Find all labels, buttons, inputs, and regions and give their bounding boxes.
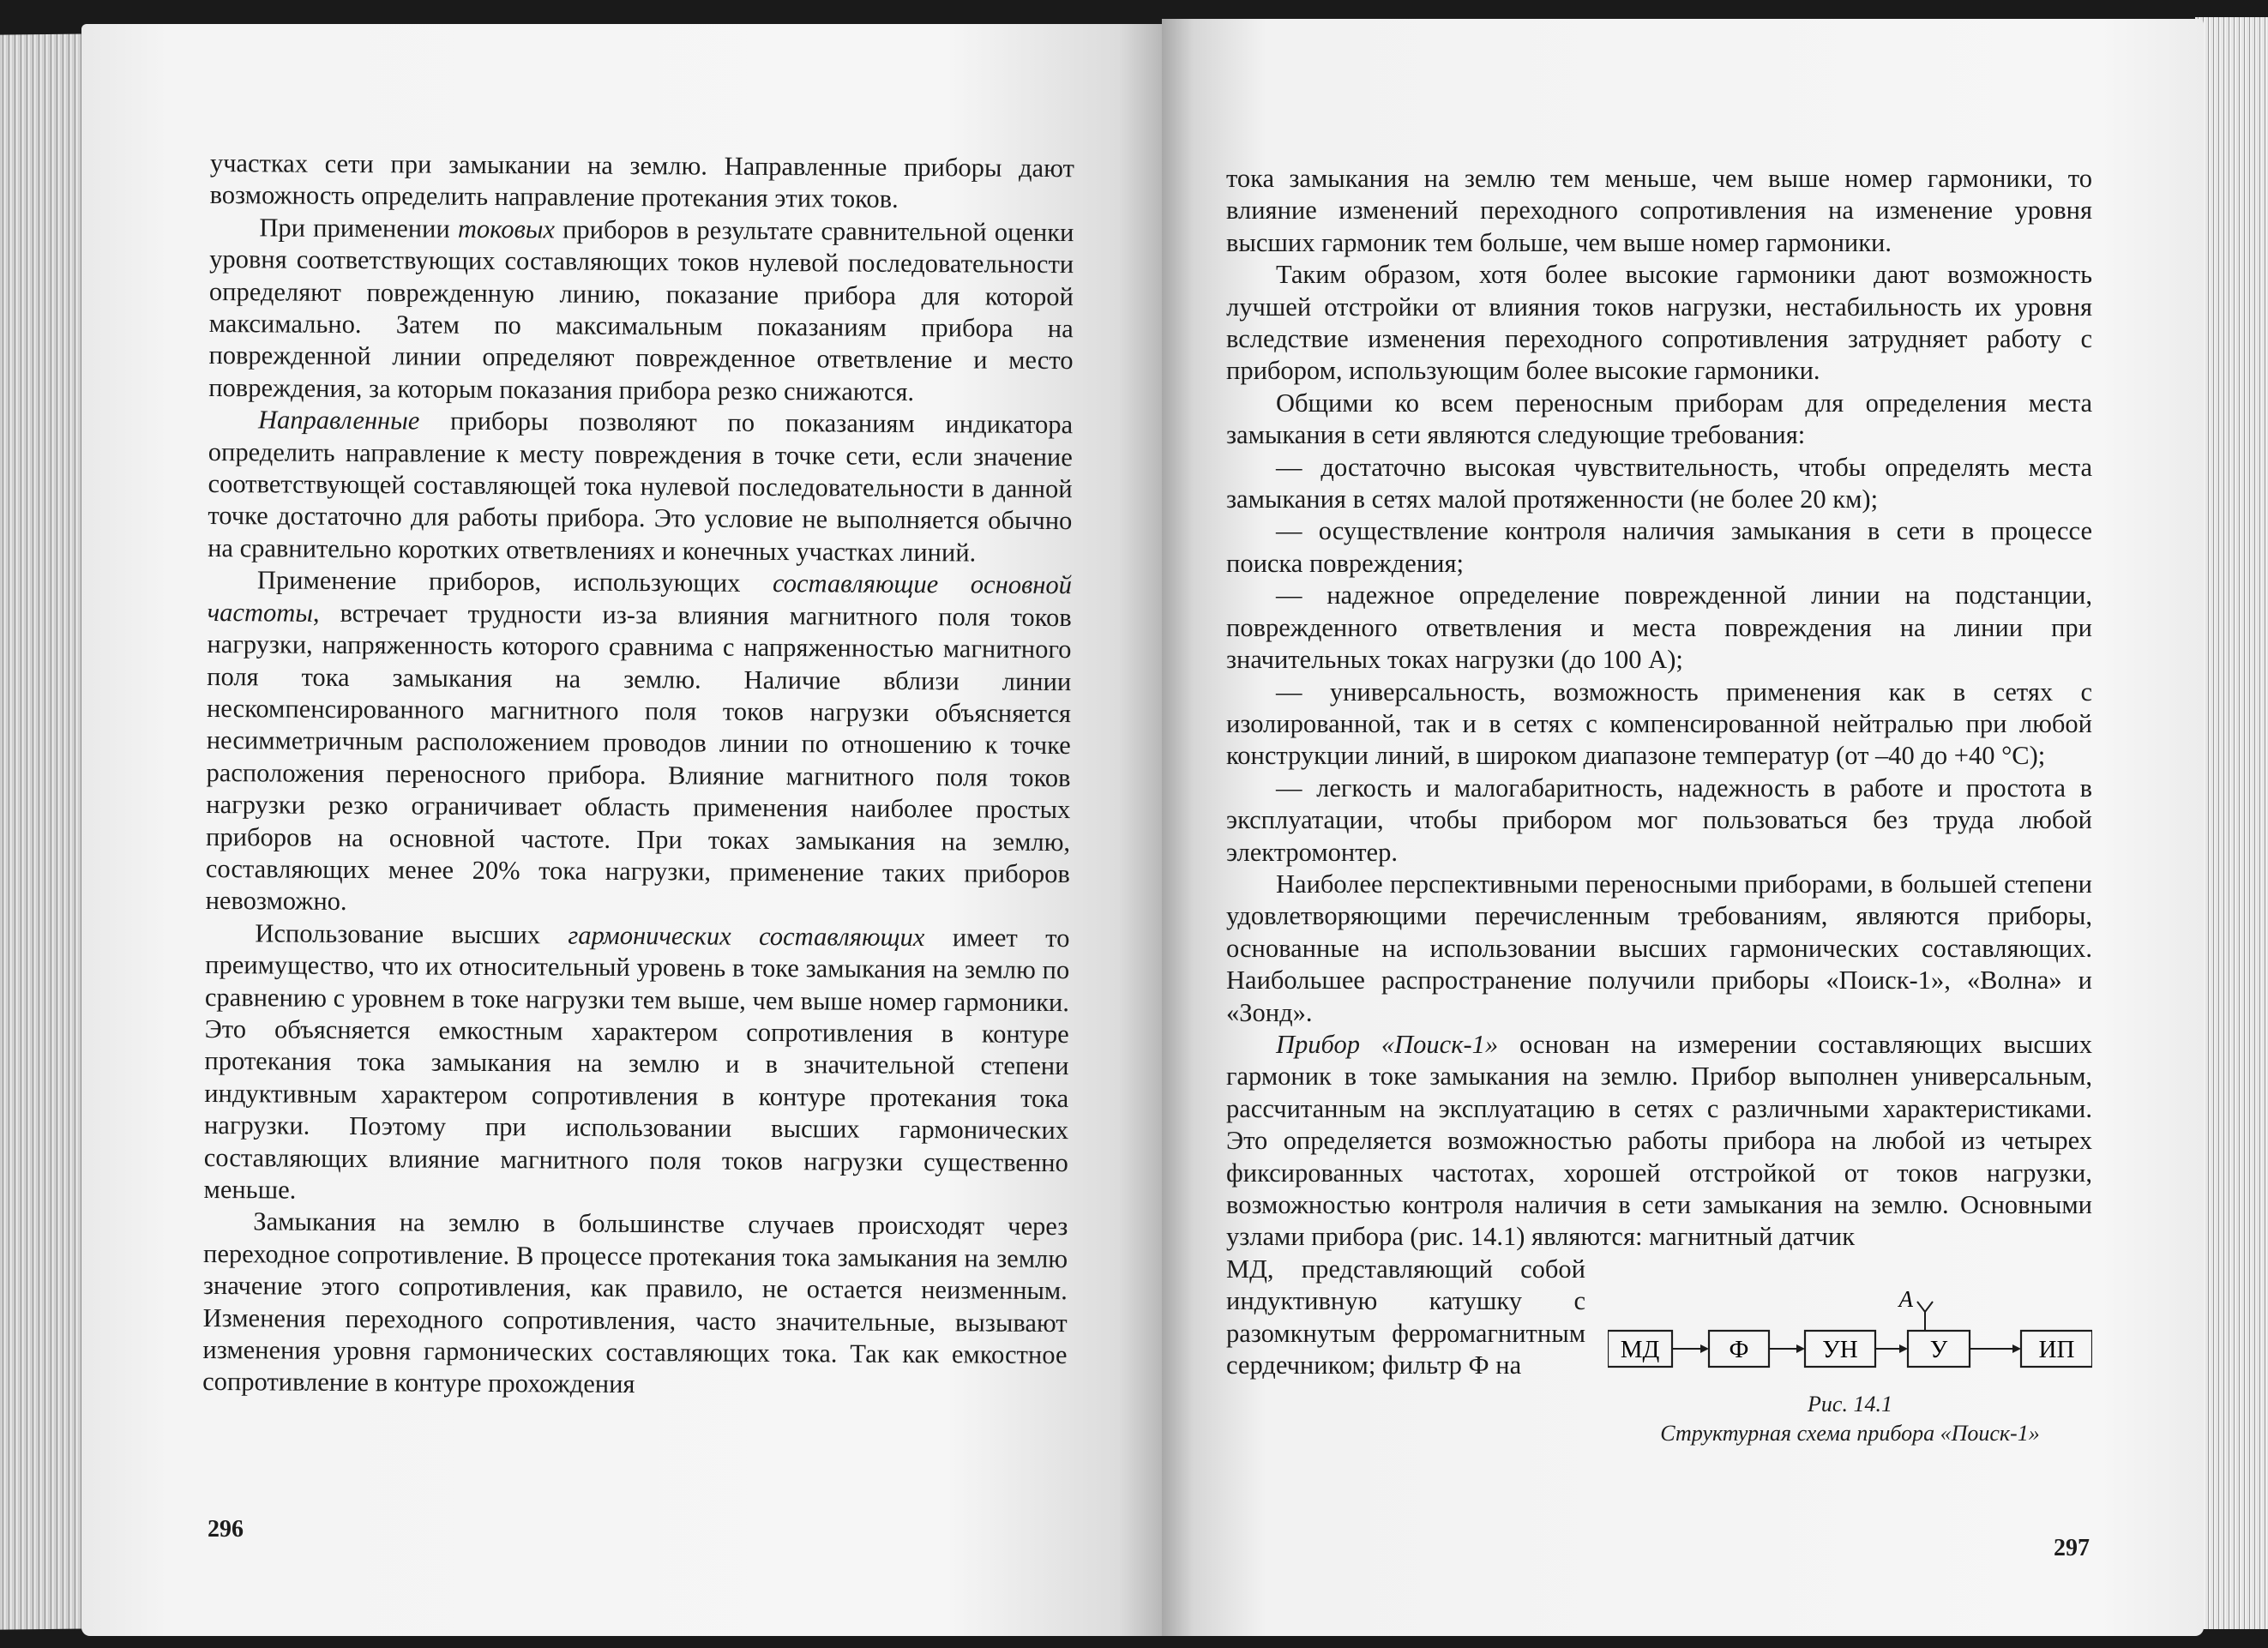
left-page-body — [202, 147, 1074, 1404]
right-page-edges — [2195, 17, 2268, 1629]
text-run: — универсальность, возможность применения как в сетях с изолированной, так и в сетях с компенсированной нейтралью при любой конструкции линий, в широком диапазоне температур (от –40 до +40 °С); — [1226, 677, 2092, 771]
figure-caption-number: Рис. 14.1 — [1808, 1391, 1892, 1416]
figure-caption — [1608, 1390, 2092, 1448]
paragraph — [202, 1206, 1068, 1404]
paragraph — [1226, 1029, 2092, 1254]
diagram-block-label: УН — [1822, 1335, 1858, 1363]
italic-term: составляющие основной частоты — [207, 568, 1073, 628]
text-run: тока замыкания на землю тем меньше, чем выше номер гармоники, то влияние изменений переходного сопротивления на изменение уровня высших гармоник тем больше, чем выше номер гармоники. — [1226, 164, 2092, 257]
diagram-block-label: ИП — [2038, 1335, 2075, 1363]
text-run: Замыкания на землю в большинстве случаев происходят через переходное сопротивление. В процессе протекания тока замыкания на землю значение этого сопротивления, как правило, не остается неизменным. Изменения переходного сопротивления, часто значительные, вызывают изменения уровня гармонических составляющих тока. Так как емкостное сопротивление в контуре прохождения — [202, 1206, 1068, 1399]
text-run: основан на измерении составляющих высших гармоник в токе замыкания на землю. Прибор выполнен универсальным, рассчитанным на эксплуатацию в сетях с различными характеристиками. Это определяется возможностью работы прибора на любой из четырех фиксированных частотах, хорошей отстройкой от токов нагрузки, возможностью контроля наличия в сети замыкания на землю. Основными узлами прибора (рис. 14.1) являются: магнитный датчик — [1226, 1029, 2092, 1252]
arrow-right-icon — [1796, 1344, 1805, 1353]
text-run: МД, представляющий собой индуктивную катушку с разомкнутым ферромагнитным сердечником; фильтр Ф на — [1226, 1254, 1585, 1380]
diagram-block-label: У — [1929, 1335, 1948, 1363]
antenna-icon — [1917, 1302, 1933, 1331]
arrow-right-icon — [2012, 1344, 2021, 1353]
figure-caption-title: Структурная схема прибора «Поиск-1» — [1660, 1420, 2040, 1446]
text-run: приборы позволяют по показаниям индикатора определить направление к месту повреждения в точке сети, если значение соответствующей составляющей тока нулевой последовательности в данной точке достаточно для работы прибора. Это условие не выполняется обычно на сравнительно коротких ответвлениях и конечных участках линий. — [208, 406, 1074, 568]
paragraph — [1226, 388, 2092, 452]
text-run: , встречает трудности из-за влияния магнитного поля токов нагрузки, напряженность которого сравнима с напряженностью магнитного поля тока замыкания на землю. Наличие вблизи линии нескомпенсированного магнитного поля токов нагрузки объясняется несимметричным расположением проводов линии по отношению к точке расположения переносного прибора. Влияние магнитного поля токов нагрузки резко ограничивает область применения наиболее простых приборов на основной частоте. При токах замыкания на землю, составляющих менее 20% тока нагрузки, применение таких приборов невозможно. — [205, 598, 1072, 917]
italic-term: Направленные — [257, 405, 420, 436]
figure-14-1 — [1608, 1255, 2092, 1483]
paragraph — [1226, 163, 2092, 259]
arrow-right-icon — [1899, 1344, 1908, 1353]
paragraph — [208, 212, 1074, 410]
left-page-edges — [0, 33, 94, 1629]
text-run: Наиболее перспективными переносными приборами, в большей степени удовлетворяющими перечисленным требованиям, являются приборы, основанные на использовании высших гармонических составляющих. Наибольшее распространение получили приборы «Поиск-1», «Волна» и «Зонд». — [1226, 869, 2092, 1027]
left-page-number: 296 — [208, 1516, 244, 1543]
diagram-block-label: Ф — [1729, 1335, 1749, 1363]
text-run: Общими ко всем переносным приборам для определения места замыкания в сети являются следующие требования: — [1226, 388, 2092, 450]
text-run: участках сети при замыкании на землю. Направленные приборы дают возможность определить направление протекания этих токов. — [209, 147, 1074, 214]
antenna-label: А — [1898, 1285, 1913, 1312]
italic-term: токовых — [457, 214, 556, 244]
block-diagram — [1608, 1255, 2092, 1384]
paragraph — [1226, 869, 2092, 1029]
paragraph — [1226, 259, 2092, 388]
text-run: Использование высших — [255, 918, 569, 950]
paragraph — [1226, 677, 2092, 773]
text-run: Применение приборов, использующих — [256, 565, 773, 598]
right-page-body — [1226, 163, 2092, 1483]
text-run: — достаточно высокая чувствительность, чтобы определять места замыкания в сетях малой протяженности (не более 20 км); — [1226, 452, 2092, 514]
text-run: — осуществление контроля наличия замыкания в сети в процессе поиска повреждения; — [1226, 516, 2092, 578]
text-run: приборов в результате сравнительной оценки уровня соответствующих составляющих токов нулевой последовательности определяют поврежденную линию, показание прибора для которой максимально. Затем по максимальным показаниям прибора на поврежденной линии определяют поврежденное ответвление и место повреждения, за которым показания прибора резко снижаются. — [208, 214, 1074, 406]
text-run: имеет то преимущество, что их относительный уровень в токе замыкания на землю по сравнению с уровнем в токе нагрузки тем выше, чем выше номер гармоники. Это объясняется емкостным характером сопротивления в контуре протекания тока замыкания на землю и в значительной степени индуктивным характером сопротивления в контуре протекания тока нагрузки. Поэтому при использовании высших гармонических составляющих влияние магнитного поля токов нагрузки существенно меньше. — [203, 922, 1070, 1205]
text-run: — легкость и малогабаритность, надежность в работе и простота в эксплуатации, чтобы прибором мог пользоваться без труда любой электромонтер. — [1226, 773, 2092, 867]
italic-term: гармонических составляющих — [568, 920, 925, 952]
paragraph — [1226, 452, 2092, 516]
text-run: Таким образом, хотя более высокие гармоники дают возможность лучшей отстройки от влияния токов нагрузки, нестабильность их уровня вследствие изменения переходного сопротивления затрудняет работу с прибором, использующим более высокие гармоники. — [1226, 260, 2092, 386]
paragraph — [1226, 773, 2092, 869]
paragraph — [206, 564, 1072, 923]
right-page-number: 297 — [2054, 1535, 2090, 1561]
paragraph — [210, 147, 1074, 217]
text-run: При применении — [259, 213, 459, 244]
paragraph — [1226, 515, 2092, 580]
paragraph — [208, 404, 1073, 569]
italic-term: Прибор «Поиск-1» — [1276, 1029, 1499, 1059]
diagram-block-label: МД — [1620, 1335, 1660, 1363]
paragraph — [203, 917, 1069, 1212]
arrow-right-icon — [1700, 1344, 1709, 1353]
paragraph — [1226, 580, 2092, 676]
text-run: — надежное определение поврежденной линии на подстанции, поврежденного ответвления и места повреждения на линии при значительных токах нагрузки (до 100 А); — [1226, 580, 2092, 675]
